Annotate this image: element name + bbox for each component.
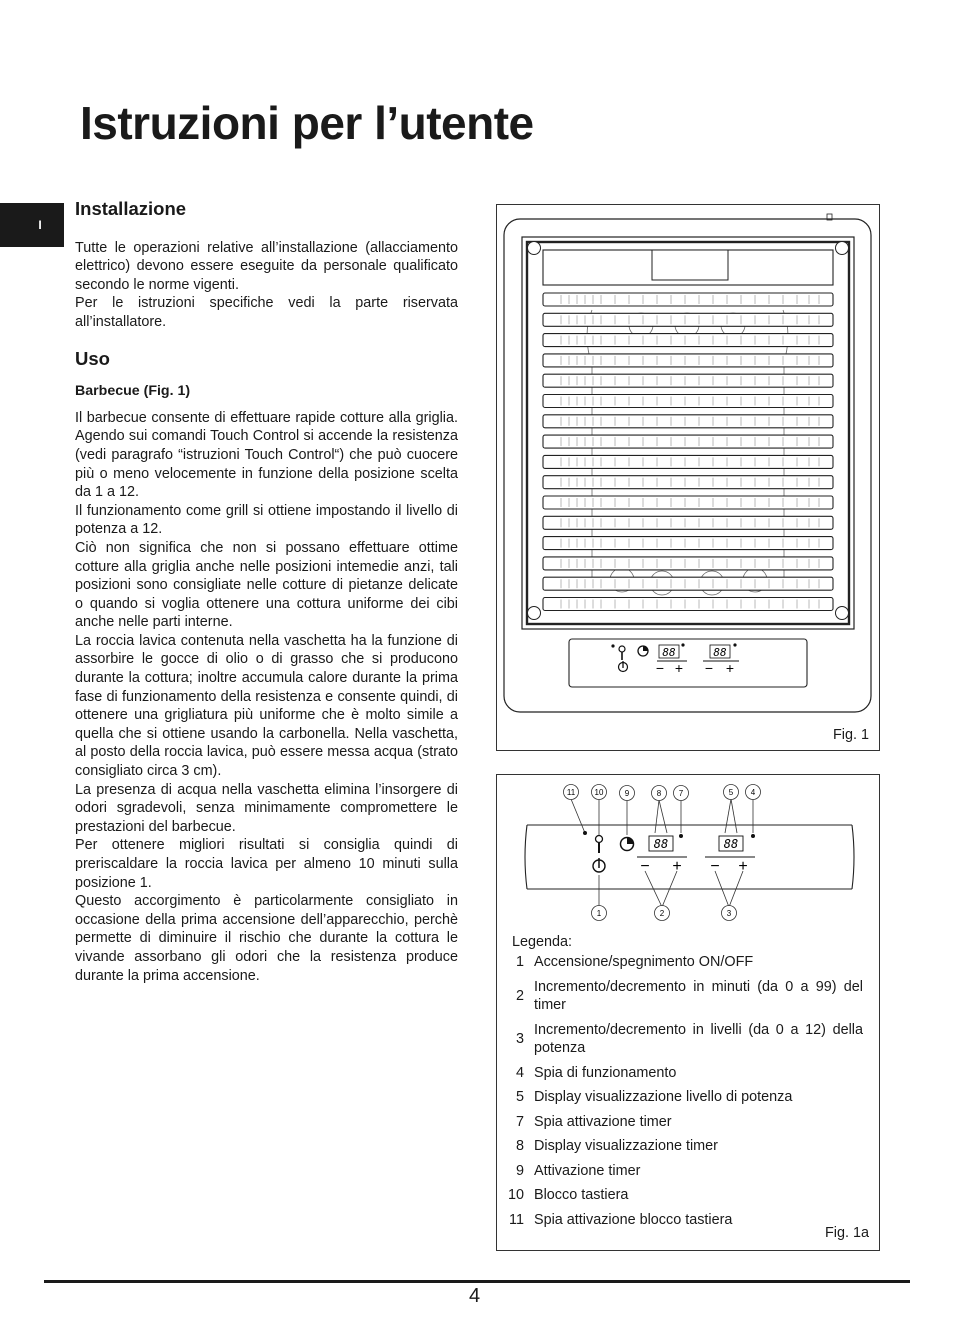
legend-item <box>507 978 863 1015</box>
paragraph: Ciò non significa che non si possano effettuare ottime cotture alla griglia anche nelle posizioni intemedie anzi, tali posizioni sono consigliate nelle cotture di pietanze delicate o quando si voglia ottenere una cottura uniforme dei cibi anche nelle parti interne. <box>75 539 458 631</box>
legend-text: Display visualizzazione timer <box>534 1138 718 1154</box>
callout-11 <box>564 785 579 800</box>
grill-bar <box>543 374 833 387</box>
screw-icon <box>836 607 849 620</box>
grill-bar <box>543 598 833 611</box>
callout-7 <box>674 786 689 801</box>
footer-rule <box>44 1280 910 1283</box>
legend-text: Spia attivazione timer <box>534 1113 672 1130</box>
paragraph: La presenza di acqua nella vaschetta elimina l’insorgere di odori sgradevoli, senza minimamente compromettere le prestazioni del barbecue. <box>75 781 458 835</box>
led-icon <box>681 643 684 646</box>
figure-1a <box>496 774 880 1251</box>
callout-number: 7 <box>678 789 684 798</box>
callout-number: 5 <box>728 788 734 797</box>
legend-item <box>507 1186 863 1205</box>
grill-bar <box>543 557 833 570</box>
grill-bar <box>543 313 833 326</box>
callout-number: 4 <box>750 788 756 797</box>
page-number: 4 <box>469 1285 481 1307</box>
paragraph: Tutte le operazioni relative all’installazione (allacciamento elettrico) devono essere eseguite da personale qualificato secondo le norme vigenti. <box>75 239 458 293</box>
legend-text: Spia di funzionamento <box>534 1064 677 1081</box>
timer-minus-key: − <box>655 660 665 676</box>
tray-handle <box>652 250 728 280</box>
legend-number: 8 <box>515 1138 524 1154</box>
callout-number: 2 <box>659 909 665 918</box>
legend-item <box>507 1137 863 1156</box>
figure-caption: Fig. 1a <box>825 1225 869 1241</box>
legend-item <box>507 1162 863 1181</box>
grill-bar <box>543 577 833 590</box>
callout-number: 3 <box>726 909 732 918</box>
paragraph: Il funzionamento come grill si ottiene impostando il livello di potenza a 12. <box>75 502 458 538</box>
uso-body <box>75 409 458 985</box>
timer-minus-key: − <box>640 858 650 875</box>
keylock-led-icon <box>583 831 587 835</box>
callout-number: 8 <box>656 789 662 798</box>
legend-text: Incremento/decremento in livelli (da 0 a 12) della potenza <box>534 1021 863 1056</box>
grill-bar <box>543 395 833 408</box>
power-minus-key: − <box>704 660 714 676</box>
paragraph: La roccia lavica contenuta nella vaschetta ha la funzione di assorbire le gocce di olio o di grasso che si producono durante la cottura; inoltre accumula calore durante la prima fase di funzionamento della resistenza e consente quindi, di ottenere una grigliatura più uniforme che è molto simile a quella che si ottiene usando la carbonella. Nella vaschetta, al posto della roccia lavica, può essere messa acqua (strato consigliato circa 3 cm). <box>75 632 458 780</box>
legend-item <box>507 1064 863 1083</box>
callout-number: 1 <box>596 909 602 918</box>
subheading-barbecue: Barbecue (Fig. 1) <box>75 383 191 400</box>
legend-text: Accensione/spegnimento ON/OFF <box>534 954 754 970</box>
grill-bar <box>543 435 833 448</box>
power-minus-key: − <box>710 858 720 875</box>
legend-number: 11 <box>509 1211 524 1228</box>
grill-bar <box>543 415 833 428</box>
screw-icon <box>528 242 541 255</box>
legend-item <box>507 1113 863 1132</box>
power-led-icon <box>751 834 755 838</box>
legend-item <box>507 953 863 972</box>
callout-number: 11 <box>566 788 576 797</box>
legend-title: Legenda: <box>512 934 573 950</box>
grill-bar <box>543 476 833 489</box>
legend-number: 2 <box>515 987 524 1004</box>
legend-text: Incremento/decremento in minuti (da 0 a 99) del timer <box>534 978 863 1013</box>
grill-bar <box>543 354 833 367</box>
callout-10 <box>592 785 607 800</box>
legend-number: 4 <box>515 1064 524 1081</box>
callout-4 <box>746 785 761 800</box>
power-display-digits: 88 <box>723 837 739 851</box>
led-icon <box>733 643 736 646</box>
figure-caption: Fig. 1 <box>833 727 869 743</box>
grill-bar <box>543 537 833 550</box>
section-heading-uso: Uso <box>75 347 110 369</box>
screw-icon <box>836 242 849 255</box>
control-panel <box>569 639 807 687</box>
legend-number: 3 <box>515 1030 524 1047</box>
paragraph: Per le istruzioni specifiche vedi la parte riservata all’installatore. <box>75 295 458 330</box>
legend-item <box>507 1088 863 1107</box>
panel-icons <box>583 831 755 875</box>
legend-number: 1 <box>515 954 524 970</box>
legend-text: Blocco tastiera <box>534 1187 629 1203</box>
grill-bar <box>543 293 833 306</box>
paragraph: Questo accorgimento è particolarmente consigliato in occasione della prima accensione dell’apparecchio, perchè permette di diminuire il rischio che durante la cottura le vivande assorbano gli odori che la resistenza produce durante la prima accensione. <box>75 893 458 984</box>
timer-display-digits: 88 <box>662 646 676 659</box>
language-tab: I <box>0 203 64 247</box>
timer-plus-key: + <box>674 660 684 676</box>
legend-text: Attivazione timer <box>534 1162 641 1179</box>
grill-bar <box>543 496 833 509</box>
callout-1 <box>592 906 607 921</box>
installazione-body <box>75 239 458 332</box>
callout-9 <box>620 786 635 801</box>
timer-display-digits: 88 <box>653 837 669 851</box>
callout-number: 9 <box>624 789 630 798</box>
text-column <box>75 200 458 985</box>
legend-text: Display visualizzazione livello di potenza <box>534 1089 793 1105</box>
callout-number: 10 <box>594 788 604 797</box>
power-plus-key: + <box>738 858 748 875</box>
control-panel-detail <box>497 775 879 935</box>
key-lock-icon <box>596 836 603 854</box>
barbecue-drawing <box>497 205 879 750</box>
timer-plus-key: + <box>672 858 682 875</box>
grill-bar <box>543 516 833 529</box>
grill-bar <box>543 334 833 347</box>
power-display-digits: 88 <box>713 646 727 659</box>
power-plus-key: + <box>725 660 735 676</box>
paragraph: Per ottenere migliori risultati si consiglia quindi di preriscaldare la roccia lavica per almeno 10 minuti sulla posizione 1. <box>75 837 458 891</box>
legend-number: 9 <box>515 1162 524 1179</box>
timer-icon <box>621 838 634 851</box>
callout-5 <box>724 785 739 800</box>
paragraph: Il barbecue consente di effettuare rapide cotture alla griglia. Agendo sui comandi Touch Control si accende la resistenza (vedi paragrafo “istruzioni Touch Control“) che può cuocere più o meno velocemente in funzione della posizione scelta da 1 a 12. <box>75 409 458 501</box>
page-title: Istruzioni per l’utente <box>80 97 534 149</box>
led-icon <box>611 644 614 647</box>
legend-text: Spia attivazione blocco tastiera <box>534 1211 733 1228</box>
figure-1 <box>496 204 880 751</box>
legend-number: 7 <box>515 1113 524 1130</box>
screw-icon <box>528 607 541 620</box>
callout-8 <box>652 786 667 801</box>
legend-item <box>507 1211 863 1230</box>
legend <box>507 953 863 1235</box>
power-icon <box>593 858 605 872</box>
legend-number: 10 <box>507 1187 524 1203</box>
legend-item <box>507 1021 863 1058</box>
grill-bars <box>543 293 833 611</box>
section-heading-installazione: Installazione <box>75 198 187 219</box>
legend-number: 5 <box>515 1089 524 1105</box>
callout-2 <box>655 906 670 921</box>
callouts <box>564 785 761 921</box>
grill-bar <box>543 455 833 468</box>
timer-led-icon <box>679 834 683 838</box>
callout-3 <box>722 906 737 921</box>
